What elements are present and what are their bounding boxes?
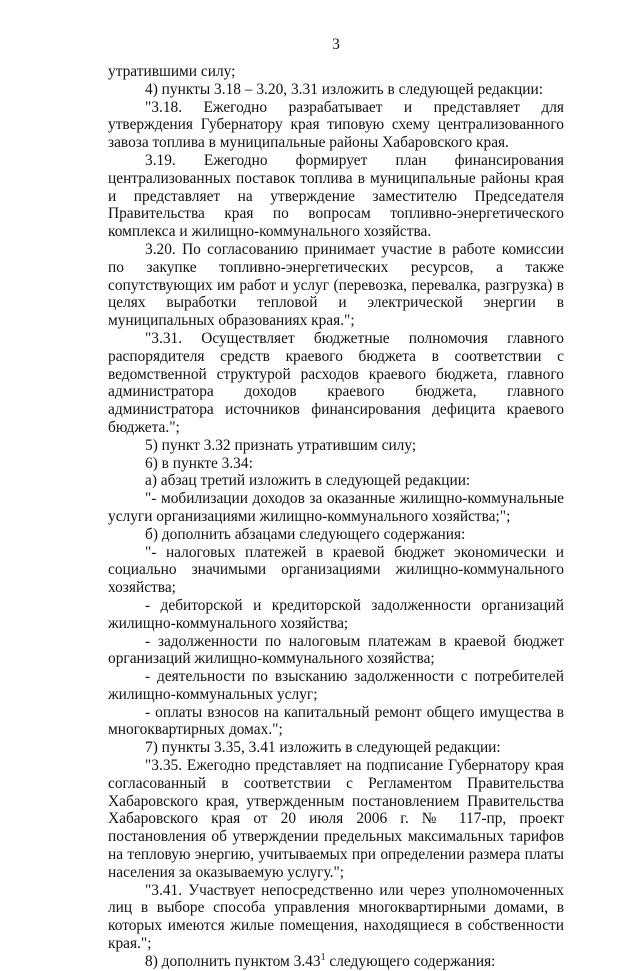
paragraph: "3.41. Участвует непосредственно или через уполномоченных лиц в выборе способа управления многоквартирными домами, в которых имеются жилые помещения, находящиеся в собственности края.";	[108, 881, 564, 953]
paragraph: "- мобилизации доходов за оказанные жилищно-коммунальные услуги организациями жилищно-коммунального хозяйства;";	[108, 490, 564, 525]
document-body	[108, 63, 564, 971]
last-line-before: 8) дополнить пунктом 3.43	[145, 952, 321, 970]
paragraph: 7) пункты 3.35, 3.41 изложить в следующей редакции:	[145, 739, 501, 757]
paragraph: 5) пункт 3.32 признать утратившим силу;	[145, 436, 417, 454]
last-line-after: следующего содержания:	[325, 952, 496, 970]
paragraph-last	[108, 953, 564, 971]
paragraph: 6) в пункте 3.34:	[145, 454, 253, 472]
paragraph: "- налоговых платежей в краевой бюджет экономически и социально значимыми организациями жилищно-коммунального хозяйства;	[108, 543, 564, 597]
paragraph: - деятельности по взысканию задолженности с потребителей жилищно-коммунальных услуг;	[108, 668, 564, 703]
paragraph: "3.35. Ежегодно представляет на подписание Губернатору края согласованный в соответствии с Регламентом Правительства Хабаровского края, утвержденным постановлением Правительства Хабаровского края от 20 июля 2006 г. № 117-пр, проект постановления об утверждении предельных максимальных тарифов на тепловую энергию, учитываемых при определении размера платы населения за оказываемую услугу.";	[108, 757, 564, 881]
paragraph: 3.19. Ежегодно формирует план финансирования централизованных поставок топлива в муниципальные районы края и представляет на утверждение заместителю Председателя Правительства края по вопросам топливно-энергетического комплекса и жилищно-коммунального хозяйства.	[108, 151, 564, 241]
superscript: 1	[320, 951, 326, 963]
page-number: 3	[332, 36, 340, 53]
paragraph: утратившими силу;	[108, 63, 236, 80]
paragraph: - дебиторской и кредиторской задолженности организаций жилищно-коммунального хозяйства;	[108, 596, 564, 632]
paragraph: а) абзац третий изложить в следующей редакции:	[145, 472, 471, 490]
paragraph: "3.31. Осуществляет бюджетные полномочия главного распорядителя средств краевого бюджета в соответствии с ведомственной структурой расходов краевого бюджета, главного администратора доходов краевого бюджета, главного администратора источников финансирования дефицита краевого бюджета.";	[108, 329, 564, 436]
paragraph: 3.20. По согласованию принимает участие в работе комиссии по закупке топливно-энергетических ресурсов, а также сопутствующих им работ и услуг (перевозка, перевалка, разгрузка) в целях выработки тепловой и электрической энергии в муниципальных образованиях края.";	[108, 240, 564, 330]
paragraph: - задолженности по налоговым платежам в краевой бюджет организаций жилищно-коммунального хозяйства;	[108, 632, 564, 668]
paragraph: 4) пункты 3.18 – 3.20, 3.31 изложить в следующей редакции:	[145, 80, 544, 98]
paragraph: б) дополнить абзацами следующего содержания:	[145, 525, 466, 543]
paragraph: - оплаты взносов на капитальный ремонт общего имущества в многоквартирных домах.";	[108, 703, 564, 739]
paragraph: "3.18. Ежегодно разрабатывает и представляет для утверждения Губернатору края типовую схему централизованного завоза топлива в муниципальные районы Хабаровского края.	[108, 98, 564, 152]
